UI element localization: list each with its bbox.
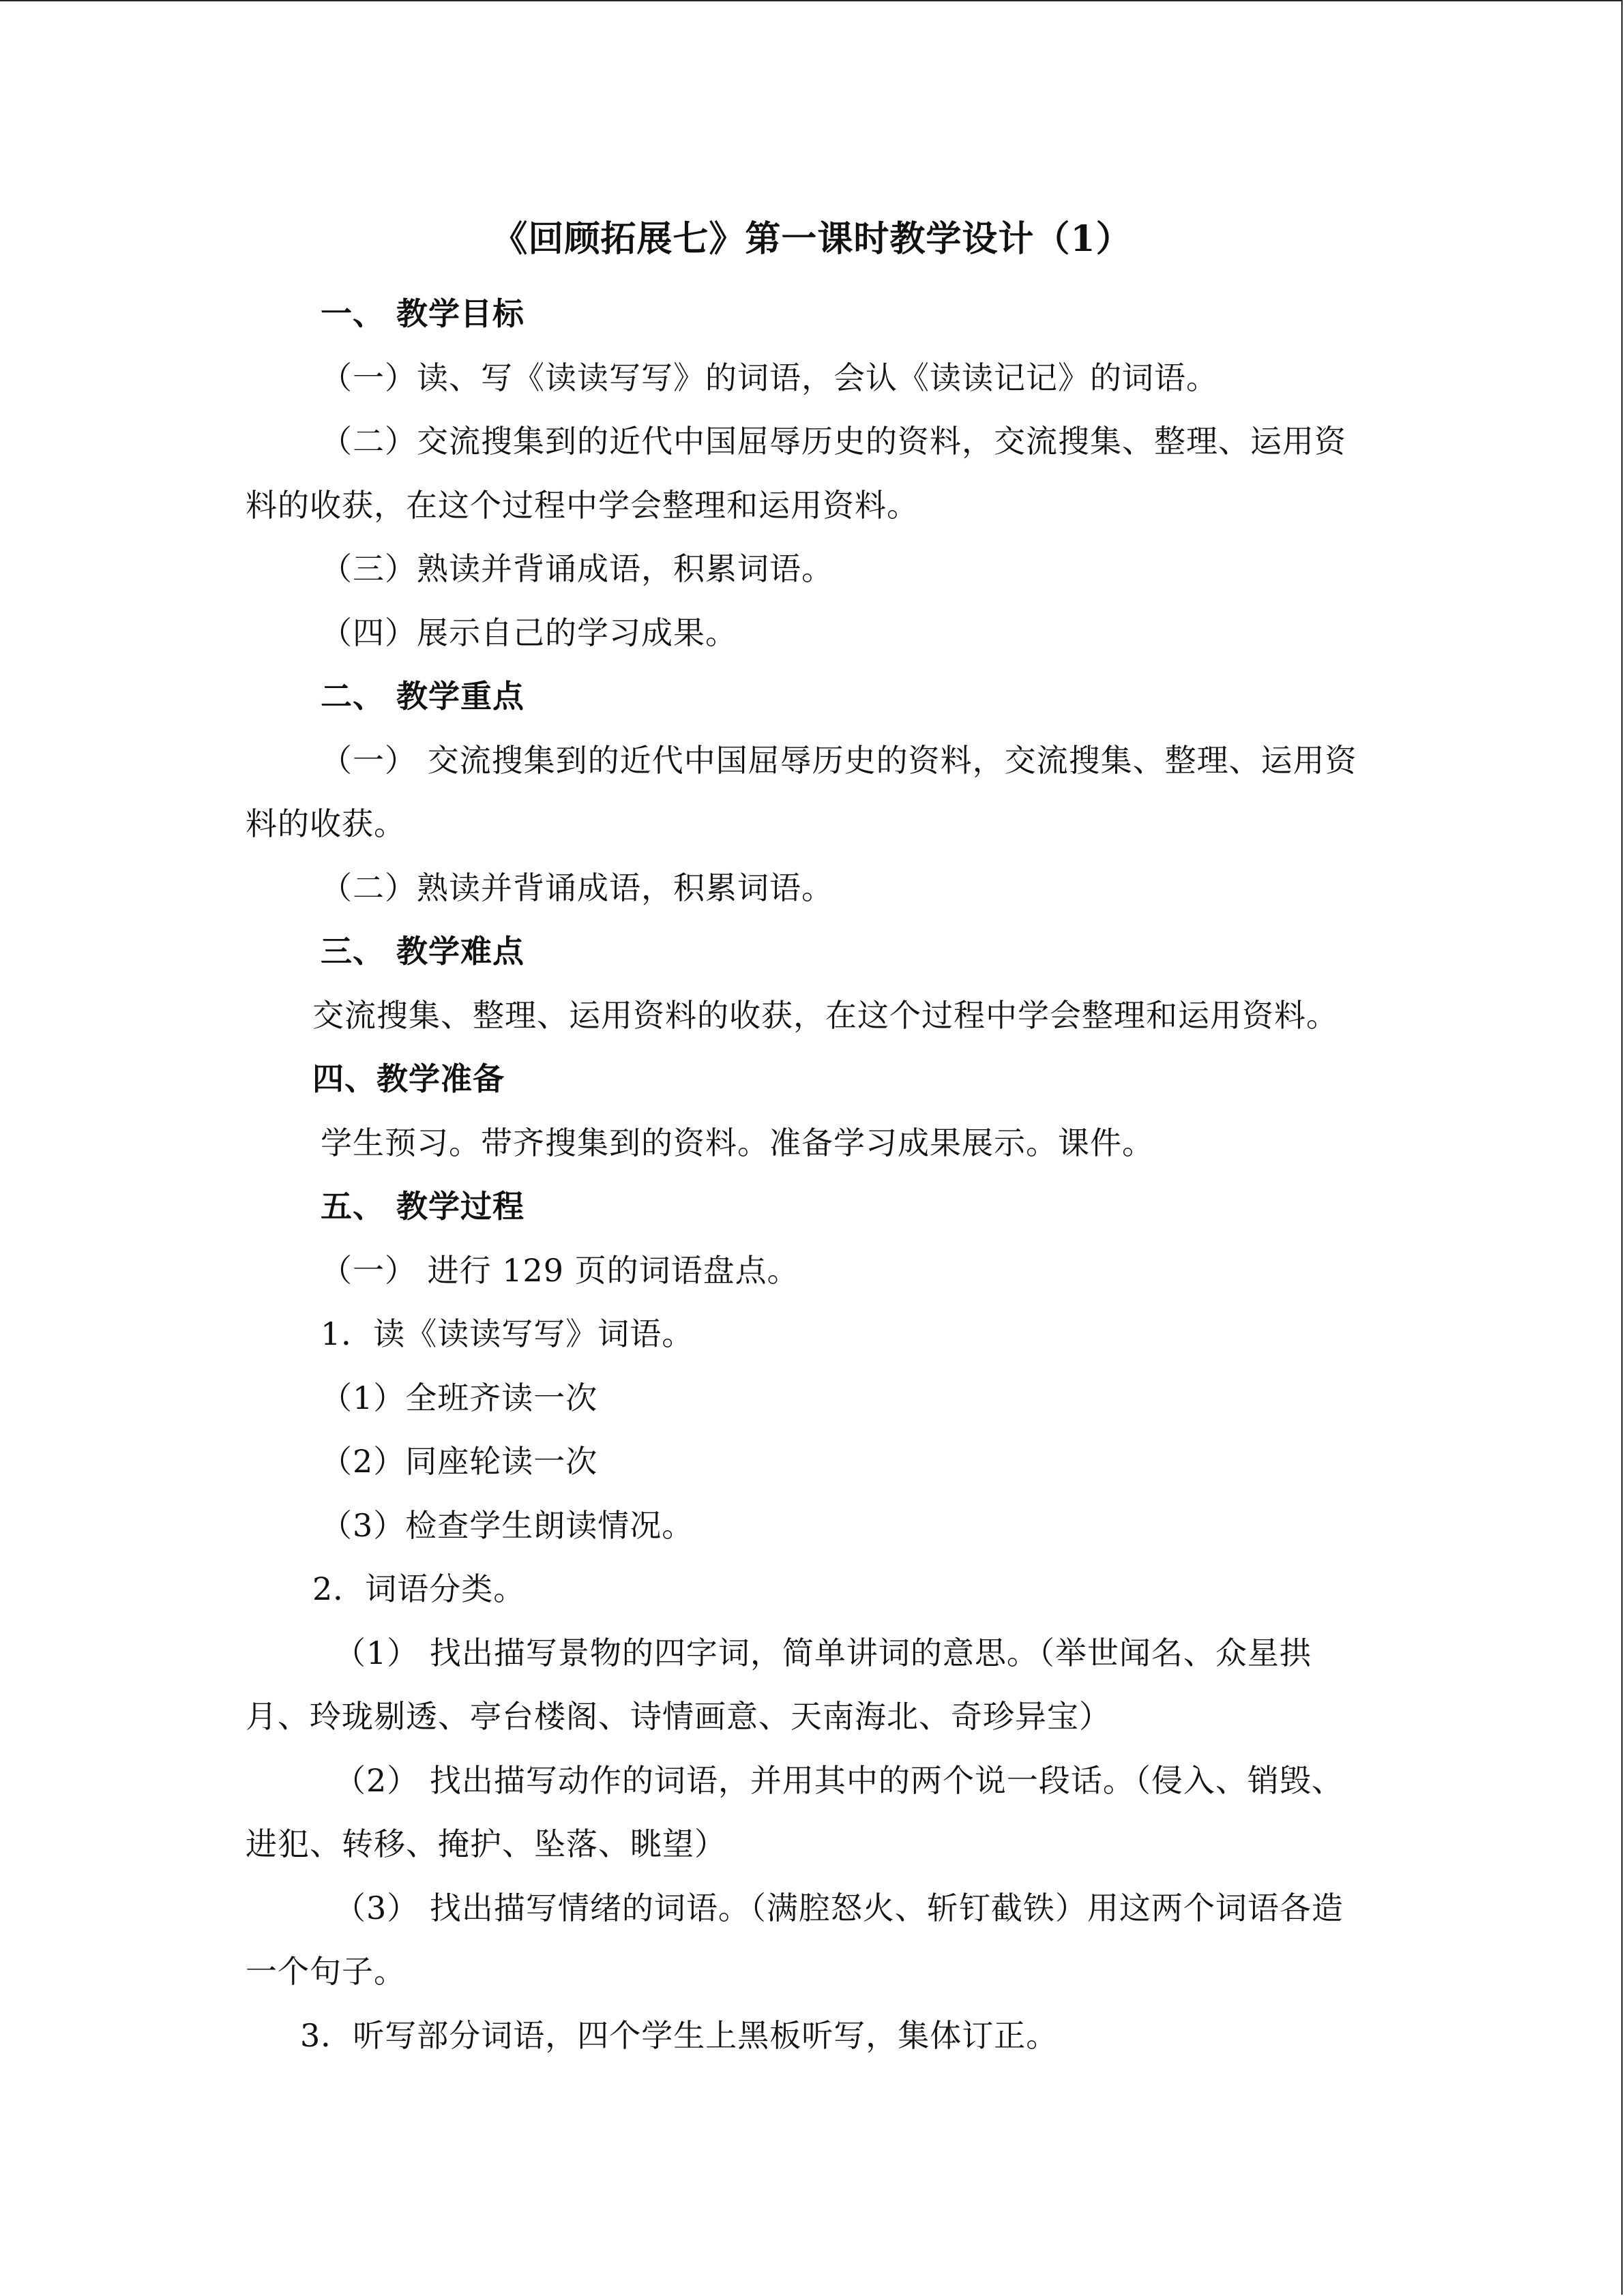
paragraph-line: （二）熟读并背诵成语，积累词语。 [321, 869, 833, 906]
paragraph-line: 学生预习。带齐搜集到的资料。准备学习成果展示。课件。 [321, 1124, 1154, 1161]
paragraph-line: 1．读《读读写写》词语。 [321, 1315, 694, 1352]
paragraph-line: 进犯、转移、掩护、坠落、眺望） [246, 1825, 726, 1862]
paragraph-line: 2．词语分类。 [312, 1570, 526, 1607]
paragraph-line: （一） 进行 129 页的词语盘点。 [321, 1252, 799, 1289]
paragraph-line: （四）展示自己的学习成果。 [321, 614, 737, 651]
paragraph-line: 3．听写部分词语，四个学生上黑板听写，集体订正。 [300, 2017, 1059, 2054]
paragraph-line: （一） 交流搜集到的近代中国屈辱历史的资料，交流搜集、整理、运用资 [321, 742, 1357, 779]
paragraph-line: （2）同座轮读一次 [321, 1443, 598, 1480]
paragraph-line: （3）检查学生朗读情况。 [321, 1507, 694, 1544]
paragraph-line: （2） 找出描写动作的词语，并用其中的两个说一段话。（侵入、销毁、 [334, 1762, 1344, 1799]
section-heading-process: 五、 教学过程 [321, 1188, 525, 1225]
paragraph-line: （二）交流搜集到的近代中国屈辱历史的资料，交流搜集、整理、运用资 [321, 423, 1346, 460]
section-heading-difficulties: 三、 教学难点 [321, 933, 525, 970]
paragraph-line: 一个句子。 [246, 1953, 406, 1990]
paragraph-line: （3） 找出描写情绪的词语。（满腔怒火、斩钉截铁）用这两个词语各造 [334, 1890, 1344, 1926]
paragraph-line: （1） 找出描写景物的四字词，简单讲词的意思。（举世闻名、众星拱 [334, 1635, 1312, 1671]
section-heading-objectives: 一、 教学目标 [321, 295, 525, 332]
document-title: 《回顾拓展七》第一课时教学设计（1） [492, 218, 1132, 260]
paragraph-line: 料的收获，在这个过程中学会整理和运用资料。 [246, 487, 919, 524]
paragraph-line: 交流搜集、整理、运用资料的收获，在这个过程中学会整理和运用资料。 [312, 997, 1338, 1034]
paragraph-line: （一）读、写《读读写写》的词语，会认《读读记记》的词语。 [321, 359, 1218, 396]
paragraph-line: 月、玲珑剔透、亭台楼阁、诗情画意、天南海北、奇珍异宝） [246, 1698, 1111, 1735]
paragraph-line: （三）熟读并背诵成语，积累词语。 [321, 550, 833, 587]
paragraph-line: （1）全班齐读一次 [321, 1380, 598, 1416]
paragraph-line: 料的收获。 [246, 805, 406, 842]
section-heading-key-points: 二、 教学重点 [321, 678, 525, 715]
section-heading-preparation: 四、教学准备 [312, 1060, 505, 1097]
